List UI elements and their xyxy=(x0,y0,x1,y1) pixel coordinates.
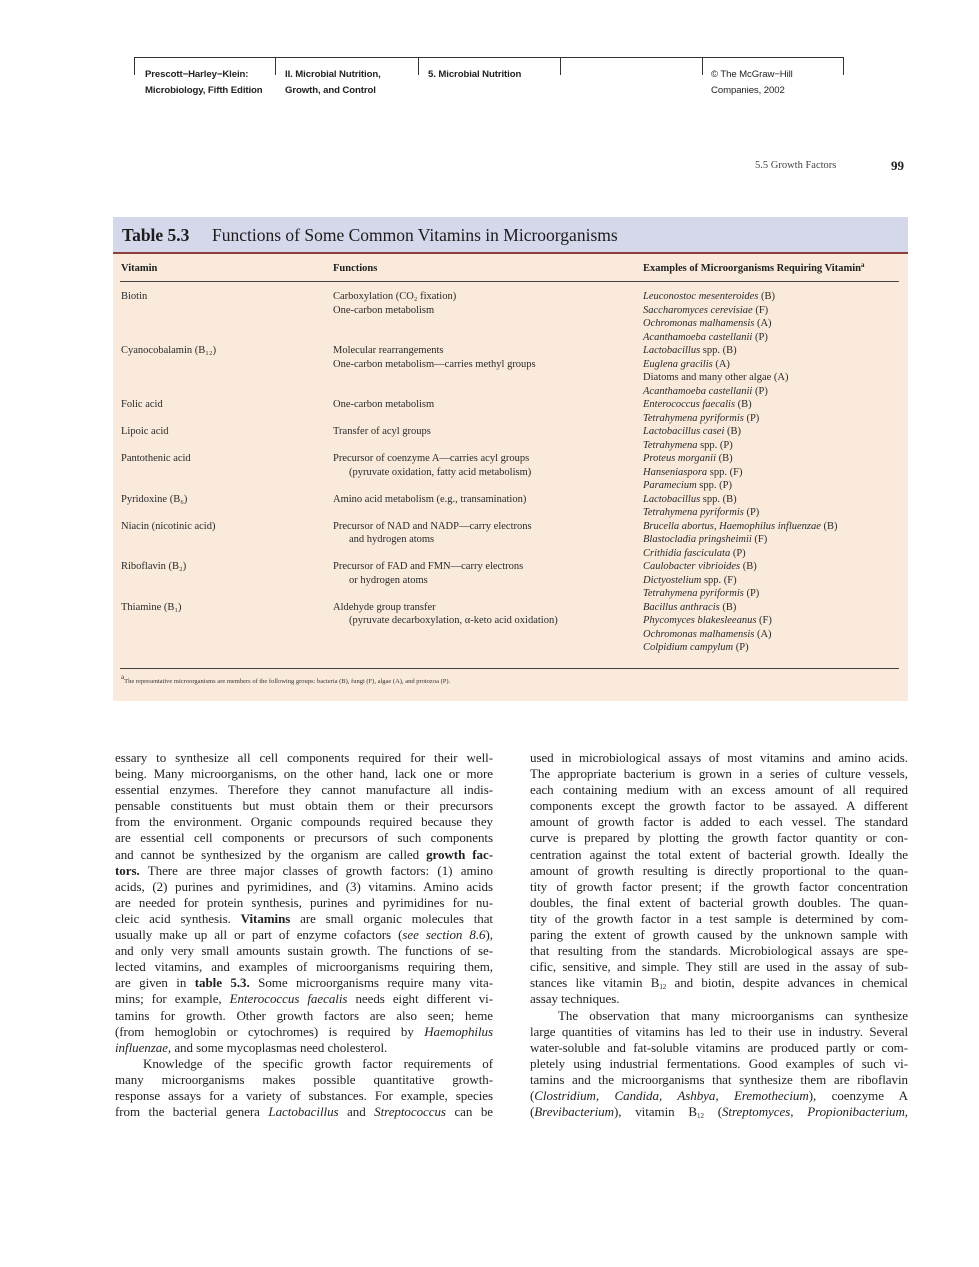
organism-group: Diatoms and many other algae (A) xyxy=(643,372,789,383)
vitamin-cell xyxy=(121,425,321,439)
text-line xyxy=(530,830,908,846)
example-line xyxy=(643,290,903,304)
text-run: and biotin, despite advances in chemical xyxy=(666,975,908,991)
text-line xyxy=(530,766,908,782)
text-run: stances like vitamin B xyxy=(530,975,660,991)
text-run: are given in xyxy=(115,975,195,991)
text-line xyxy=(530,895,908,911)
header-part-title xyxy=(285,67,381,99)
header-part-line2: Growth, and Control xyxy=(285,85,376,96)
organism-name: Proteus morganii xyxy=(643,453,717,464)
function-line: One-carbon metabolism—carries methyl groups xyxy=(333,358,536,370)
examples-cell xyxy=(643,344,903,398)
column-header-footnote-mark: a xyxy=(860,261,865,269)
text-run: cific, sensitive, and simple. They still are used in the assay of sub- xyxy=(530,959,908,975)
text-line xyxy=(530,1056,908,1072)
example-line xyxy=(643,560,903,574)
organism-name: Colpidium campylum xyxy=(643,642,734,653)
text-line xyxy=(115,991,493,1007)
examples-cell xyxy=(643,493,903,520)
text-run: and only very small amounts sustain growth. The functions of se- xyxy=(115,943,493,959)
text-line xyxy=(530,943,908,959)
text-run: amount of growth factor is added to each vessel. The standard xyxy=(530,814,908,830)
organism-group: (P) xyxy=(752,385,768,397)
organism-name: Phycomyces blakesleeanus xyxy=(643,615,757,626)
text-run: large quantities of vitamins has led to their use in industry. Several xyxy=(530,1023,908,1039)
organism-group: (A) xyxy=(754,628,772,640)
example-line xyxy=(643,304,903,318)
organism-group: (P) xyxy=(730,547,746,559)
organism-name: Hanseniaspora xyxy=(643,466,708,478)
text-run: tamins and the microorganisms that synthesize them are riboflavin xyxy=(530,1071,908,1087)
italic-term: Clostridium, Candida, Ashbya, Eremothecium xyxy=(534,1087,809,1103)
text-run: water-soluble and fat-soluble vitamins are produced partly or com- xyxy=(530,1039,908,1055)
vitamin-cell xyxy=(121,290,321,304)
example-line xyxy=(643,317,903,331)
header-divider xyxy=(560,57,561,75)
example-line xyxy=(643,385,903,399)
organism-name: Paramecium xyxy=(643,480,697,491)
vitamin-cell xyxy=(121,452,321,466)
text-run: (from hemoglobin or cytochromes) is required by xyxy=(115,1023,425,1039)
organism-name: Enterococcus faecalis xyxy=(643,399,736,410)
vitamin-cell xyxy=(121,601,321,615)
text-line xyxy=(115,830,493,846)
text-line xyxy=(530,1072,908,1088)
column-header-examples-text: Examples of Microorganisms Requiring Vitamin xyxy=(643,263,861,274)
example-line xyxy=(643,358,903,372)
function-line: Precursor of coenzyme A—carries acyl groups xyxy=(333,453,530,464)
example-line xyxy=(643,398,903,412)
text-line xyxy=(530,959,908,975)
text-run: ), xyxy=(485,927,493,943)
functions-cell xyxy=(333,493,633,507)
text-line xyxy=(115,766,493,782)
text-line xyxy=(530,1104,908,1120)
subscript: 12 xyxy=(697,1112,704,1121)
text-run: many microorganisms makes possible quantitative growth- xyxy=(115,1071,493,1087)
header-rule xyxy=(120,281,899,282)
footnote-text: The representative microorganisms are members of the following groups: bacteria (B), fungi (F), algae (A), and protozoa (P). xyxy=(124,678,451,685)
function-line: Transfer of acyl groups xyxy=(333,426,431,437)
bold-term: table 5.3. xyxy=(194,975,250,991)
example-line xyxy=(643,547,903,561)
italic-term: see section 8.6 xyxy=(402,927,486,943)
vitamin-name: Folic acid xyxy=(121,399,163,410)
text-line xyxy=(530,798,908,814)
text-line xyxy=(115,959,493,975)
functions-cell xyxy=(333,398,633,412)
examples-cell xyxy=(643,560,903,601)
function-line: (pyruvate decarboxylation, α-keto acid oxidation) xyxy=(349,615,558,626)
example-line xyxy=(643,466,903,480)
text-run: Some microorganisms require many vita- xyxy=(249,975,493,991)
vitamin-name: Cyanocobalamin (B₁₂) xyxy=(121,345,217,356)
italic-term: Enterococcus faecalis xyxy=(229,991,348,1007)
footnote-mark: a xyxy=(121,673,125,681)
header-copyright-line2: Companies, 2002 xyxy=(711,85,785,96)
text-line xyxy=(115,927,493,943)
vitamin-cell xyxy=(121,560,321,574)
text-run: and xyxy=(338,1104,375,1120)
text-line xyxy=(530,1024,908,1040)
italic-term: Streptococcus xyxy=(374,1104,446,1120)
vitamin-cell xyxy=(121,398,321,412)
functions-cell xyxy=(333,425,633,439)
table-row xyxy=(113,398,908,425)
examples-cell xyxy=(643,398,903,425)
text-run: cleic acid synthesis. xyxy=(115,910,241,926)
organism-group: spp. (F) xyxy=(701,574,737,586)
bold-term: Vitamins xyxy=(240,910,291,926)
organism-group: (B) xyxy=(716,453,733,464)
text-run: and some mycoplasmas need cholesterol. xyxy=(171,1039,388,1055)
text-run: amount of growth resulting is directly proportional to the quan- xyxy=(530,862,908,878)
example-line xyxy=(643,344,903,358)
text-line xyxy=(115,750,493,766)
organism-name: Saccharomyces cerevisiae xyxy=(643,304,753,316)
example-line xyxy=(643,506,903,520)
organism-name: Brucella abortus, Haemophilus influenzae xyxy=(643,520,821,532)
text-run: essary to synthesize all cell components required for their well- xyxy=(115,750,493,765)
organism-group: spp. (B) xyxy=(700,345,737,356)
table-row xyxy=(113,452,908,493)
text-line xyxy=(115,975,493,991)
table-title: Functions of Some Common Vitamins in Microorganisms xyxy=(212,225,618,245)
italic-term: influenzae, xyxy=(115,1039,172,1055)
text-line xyxy=(115,895,493,911)
running-header-box xyxy=(134,57,844,97)
text-run: are small organic molecules that xyxy=(290,910,493,926)
table-title-bar xyxy=(113,217,908,252)
text-run: being. Many microorganisms, on the other hand, lack one or more xyxy=(115,766,493,782)
organism-name: Acanthamoeba castellanii xyxy=(643,385,753,397)
text-run: tity of the growth factor in a test sample is determined by com- xyxy=(530,910,908,926)
text-line xyxy=(530,782,908,798)
example-line xyxy=(643,493,903,507)
italic-term: Lactobacillus xyxy=(268,1104,339,1120)
organism-group: (B) xyxy=(820,520,838,532)
text-run: needs eight different vi- xyxy=(347,991,494,1007)
vitamin-name: Pantothenic acid xyxy=(121,453,191,464)
header-divider xyxy=(275,57,276,75)
function-line: Precursor of NAD and NADP—carry electrons xyxy=(333,520,532,532)
text-run: components except the growth factor to be assayed. A different xyxy=(530,798,908,814)
organism-name: Lactobacillus casei xyxy=(643,426,725,437)
text-line xyxy=(115,1056,493,1072)
function-line: Aldehyde group transfer xyxy=(333,601,436,613)
organism-group: spp. (B) xyxy=(700,493,737,505)
function-line: (pyruvate oxidation, fatty acid metabolism) xyxy=(349,466,532,478)
text-line xyxy=(115,782,493,798)
examples-cell xyxy=(643,601,903,655)
organism-group: spp. (P) xyxy=(696,480,732,491)
text-line xyxy=(115,879,493,895)
table-row xyxy=(113,493,908,520)
text-run: ( xyxy=(703,1104,722,1120)
example-line xyxy=(643,425,903,439)
column-header-vitamin: Vitamin xyxy=(121,263,158,274)
header-chapter-line1: 5. Microbial Nutrition xyxy=(428,69,522,80)
text-run: lected vitamins, and examples of microorganisms requiring them, xyxy=(115,959,493,975)
organism-group: spp. (F) xyxy=(707,466,743,478)
text-run: each containing medium with an excess amount of all required xyxy=(530,782,908,798)
example-line xyxy=(643,479,903,493)
header-top-rule xyxy=(134,57,844,58)
organism-group: (P) xyxy=(743,588,760,599)
functions-cell xyxy=(333,560,633,587)
text-line xyxy=(115,798,493,814)
organism-group: (F) xyxy=(756,615,772,626)
text-line xyxy=(530,814,908,830)
table-row xyxy=(113,601,908,655)
example-line xyxy=(643,520,903,534)
text-run: are essential cell components or precursors of such components xyxy=(115,830,493,846)
header-copyright-line1: © The McGraw−Hill xyxy=(711,69,793,80)
table-row xyxy=(113,425,908,452)
function-line: Carboxylation (CO₂ fixation) xyxy=(333,291,457,302)
text-line xyxy=(115,863,493,879)
organism-name: Tetrahymena xyxy=(643,439,698,451)
text-run: ( xyxy=(530,1087,535,1103)
example-line xyxy=(643,371,903,385)
organism-group: (B) xyxy=(724,426,741,437)
text-line xyxy=(115,1008,493,1024)
function-line: Molecular rearrangements xyxy=(333,345,444,356)
organism-name: Ochromonas malhamensis xyxy=(643,628,755,640)
organism-name: Tetrahymena pyriformis xyxy=(643,588,744,599)
table-title-rule xyxy=(113,252,908,254)
text-run: assay techniques. xyxy=(530,991,620,1007)
organism-name: Euglena gracilis xyxy=(643,358,713,370)
text-run: response assays for a variety of substances. For example, species xyxy=(115,1087,493,1103)
example-line xyxy=(643,628,903,642)
body-column-left xyxy=(115,750,493,1120)
example-line xyxy=(643,641,903,655)
vitamin-name: Thiamine (B₁) xyxy=(121,601,182,613)
text-run: pletely using industrial fermentations. Good examples of such vi- xyxy=(530,1055,908,1071)
organism-group: (P) xyxy=(752,331,768,343)
organism-group: (B) xyxy=(740,561,757,572)
header-chapter-title xyxy=(428,67,521,83)
example-line xyxy=(643,587,903,601)
text-line xyxy=(115,943,493,959)
text-line xyxy=(530,1040,908,1056)
organism-name: Dictyostelium xyxy=(643,574,702,586)
organism-group: (P) xyxy=(733,642,749,653)
functions-cell xyxy=(333,520,633,547)
text-run: ( xyxy=(530,1104,535,1120)
header-book-title xyxy=(145,67,263,99)
text-run: that resulting from the standards. Microbiological assays are spe- xyxy=(530,943,908,959)
table-row xyxy=(113,290,908,344)
functions-cell xyxy=(333,452,633,479)
header-book-line1: Prescott−Harley−Klein: xyxy=(145,69,249,80)
organism-name: Leuconostoc mesenteroides xyxy=(643,291,759,302)
table-label: Table 5.3 xyxy=(122,225,190,245)
organism-group: (A) xyxy=(754,318,772,329)
function-line: One-carbon metabolism xyxy=(333,304,435,316)
header-copyright xyxy=(711,67,793,99)
text-run: pensable constituents but must obtain them or their precursors xyxy=(115,798,493,814)
text-run: from the bacterial genera xyxy=(115,1104,269,1120)
organism-name: Ochromonas malhamensis xyxy=(643,318,755,329)
organism-name: Tetrahymena pyriformis xyxy=(643,412,744,424)
header-divider xyxy=(702,57,703,75)
column-header-functions: Functions xyxy=(333,263,378,274)
text-run: paring the extent of growth caused by the unknown sample with xyxy=(530,927,908,943)
function-line: One-carbon metabolism xyxy=(333,399,435,410)
text-run: tity of growth factor present; if the growth factor concentration xyxy=(530,878,908,894)
organism-name: Lactobacillus xyxy=(643,345,701,356)
functions-cell xyxy=(333,344,633,371)
organism-name: Crithidia fasciculata xyxy=(643,547,731,559)
text-run: There are three major classes of growth factors: (1) amino xyxy=(139,862,493,878)
examples-cell xyxy=(643,290,903,344)
table-row xyxy=(113,560,908,601)
text-line xyxy=(530,750,908,766)
text-run: from the environment. Organic compounds required because they xyxy=(115,814,493,830)
table-bottom-rule xyxy=(120,668,899,669)
text-run: essential enzymes. Therefore they cannot manufacture all indis- xyxy=(115,782,493,798)
header-book-line2: Microbiology, Fifth Edition xyxy=(145,85,263,96)
text-line xyxy=(115,911,493,927)
vitamin-name: Pyridoxine (B₆) xyxy=(121,493,188,505)
organism-group: (B) xyxy=(758,291,776,302)
table-footnote xyxy=(121,673,451,685)
example-line xyxy=(643,533,903,547)
text-run: curve is prepared by plotting the growth factor quantity or con- xyxy=(530,830,908,846)
vitamin-name: Biotin xyxy=(121,291,148,302)
body-column-right xyxy=(530,750,908,1120)
organism-group: (B) xyxy=(719,601,737,613)
text-run: The observation that many microorganisms can synthesize xyxy=(558,1007,908,1023)
text-line xyxy=(115,814,493,830)
example-line xyxy=(643,601,903,615)
text-line xyxy=(530,863,908,879)
organism-group: (F) xyxy=(751,534,768,545)
text-run: and cannot be synthesized by the organism are called xyxy=(115,846,427,862)
organism-name: Blastocladia pringsheimii xyxy=(643,534,752,545)
text-run: usually make up all or part of enzyme cofactors ( xyxy=(115,927,403,943)
text-run: doubles, the final extent of bacterial growth doubles. The quan- xyxy=(530,894,908,910)
organism-group: (P) xyxy=(743,507,760,518)
table-body xyxy=(113,290,908,655)
functions-cell xyxy=(333,601,633,628)
text-line xyxy=(530,879,908,895)
example-line xyxy=(643,614,903,628)
subscript: 12 xyxy=(659,983,667,992)
table-row xyxy=(113,520,908,561)
function-line: Precursor of FAD and FMN—carry electrons xyxy=(333,561,524,572)
running-head: 5.5 Growth Factors xyxy=(755,160,837,171)
text-line xyxy=(530,911,908,927)
text-run: ), vitamin B xyxy=(613,1104,698,1120)
examples-cell xyxy=(643,452,903,493)
organism-name: Acanthamoeba castellanii xyxy=(643,331,753,343)
text-run: Knowledge of the specific growth factor requirements of xyxy=(143,1055,493,1071)
text-line xyxy=(530,847,908,863)
organism-name: Bacillus anthracis xyxy=(643,601,720,613)
italic-term: Streptomyces, Propionibacterium, xyxy=(721,1104,908,1120)
function-line: or hydrogen atoms xyxy=(349,574,428,586)
example-line xyxy=(643,439,903,453)
text-run: ), coenzyme A xyxy=(808,1087,908,1103)
italic-term: Haemophilus xyxy=(424,1023,493,1039)
organism-name: Lactobacillus xyxy=(643,493,701,505)
vitamin-table xyxy=(113,217,908,701)
text-line xyxy=(115,1072,493,1088)
vitamin-name: Lipoic acid xyxy=(121,426,169,437)
text-run: centration against the total extent of bacterial growth. Ideally the xyxy=(530,846,908,862)
bold-term: growth fac- xyxy=(426,846,493,862)
organism-group: spp. (P) xyxy=(697,439,733,451)
table-row xyxy=(113,344,908,398)
text-line xyxy=(530,1088,908,1104)
text-line xyxy=(530,1008,908,1024)
function-line: and hydrogen atoms xyxy=(349,534,435,545)
organism-name: Tetrahymena pyriformis xyxy=(643,507,744,518)
text-line xyxy=(530,991,908,1007)
text-run: tamins for growth. Other growth factors are also seen; heme xyxy=(115,1007,493,1023)
header-divider xyxy=(134,57,135,75)
organism-group: (F) xyxy=(752,304,769,316)
organism-group: (B) xyxy=(735,399,752,410)
text-run: can be xyxy=(445,1104,493,1120)
text-line xyxy=(115,1040,493,1056)
text-line xyxy=(115,1024,493,1040)
text-line xyxy=(530,975,908,991)
function-line: Amino acid metabolism (e.g., transamination) xyxy=(333,493,527,505)
page-number: 99 xyxy=(891,158,904,173)
text-line xyxy=(115,1088,493,1104)
vitamin-name: Riboflavin (B₂) xyxy=(121,561,187,572)
text-run: acids, (2) purines and pyrimidines, and (3) vitamins. Amino acids xyxy=(115,878,493,894)
organism-group: (A) xyxy=(712,358,730,370)
example-line xyxy=(643,574,903,588)
header-divider xyxy=(843,57,844,75)
text-line xyxy=(115,847,493,863)
text-run: are needed for protein synthesis, purines and pyrimidines for nu- xyxy=(115,894,493,910)
header-part-line1: II. Microbial Nutrition, xyxy=(285,69,381,80)
text-line xyxy=(115,1104,493,1120)
example-line xyxy=(643,331,903,345)
text-run: used in microbiological assays of most vitamins and amino acids. xyxy=(530,750,908,765)
organism-name: Caulobacter vibrioides xyxy=(643,561,741,572)
example-line xyxy=(643,452,903,466)
italic-term: Brevibacterium xyxy=(534,1104,614,1120)
functions-cell xyxy=(333,290,633,317)
example-line xyxy=(643,412,903,426)
organism-group: (P) xyxy=(743,412,760,424)
vitamin-cell xyxy=(121,344,321,358)
column-header-examples xyxy=(643,263,864,274)
vitamin-cell xyxy=(121,493,321,507)
text-run: mins; for example, xyxy=(115,991,230,1007)
vitamin-name: Niacin (nicotinic acid) xyxy=(121,520,216,532)
text-run: The appropriate bacterium is grown in a series of culture vessels, xyxy=(530,766,908,782)
examples-cell xyxy=(643,425,903,452)
examples-cell xyxy=(643,520,903,561)
header-divider xyxy=(418,57,419,75)
text-line xyxy=(530,927,908,943)
bold-term: tors. xyxy=(115,862,140,878)
vitamin-cell xyxy=(121,520,321,534)
